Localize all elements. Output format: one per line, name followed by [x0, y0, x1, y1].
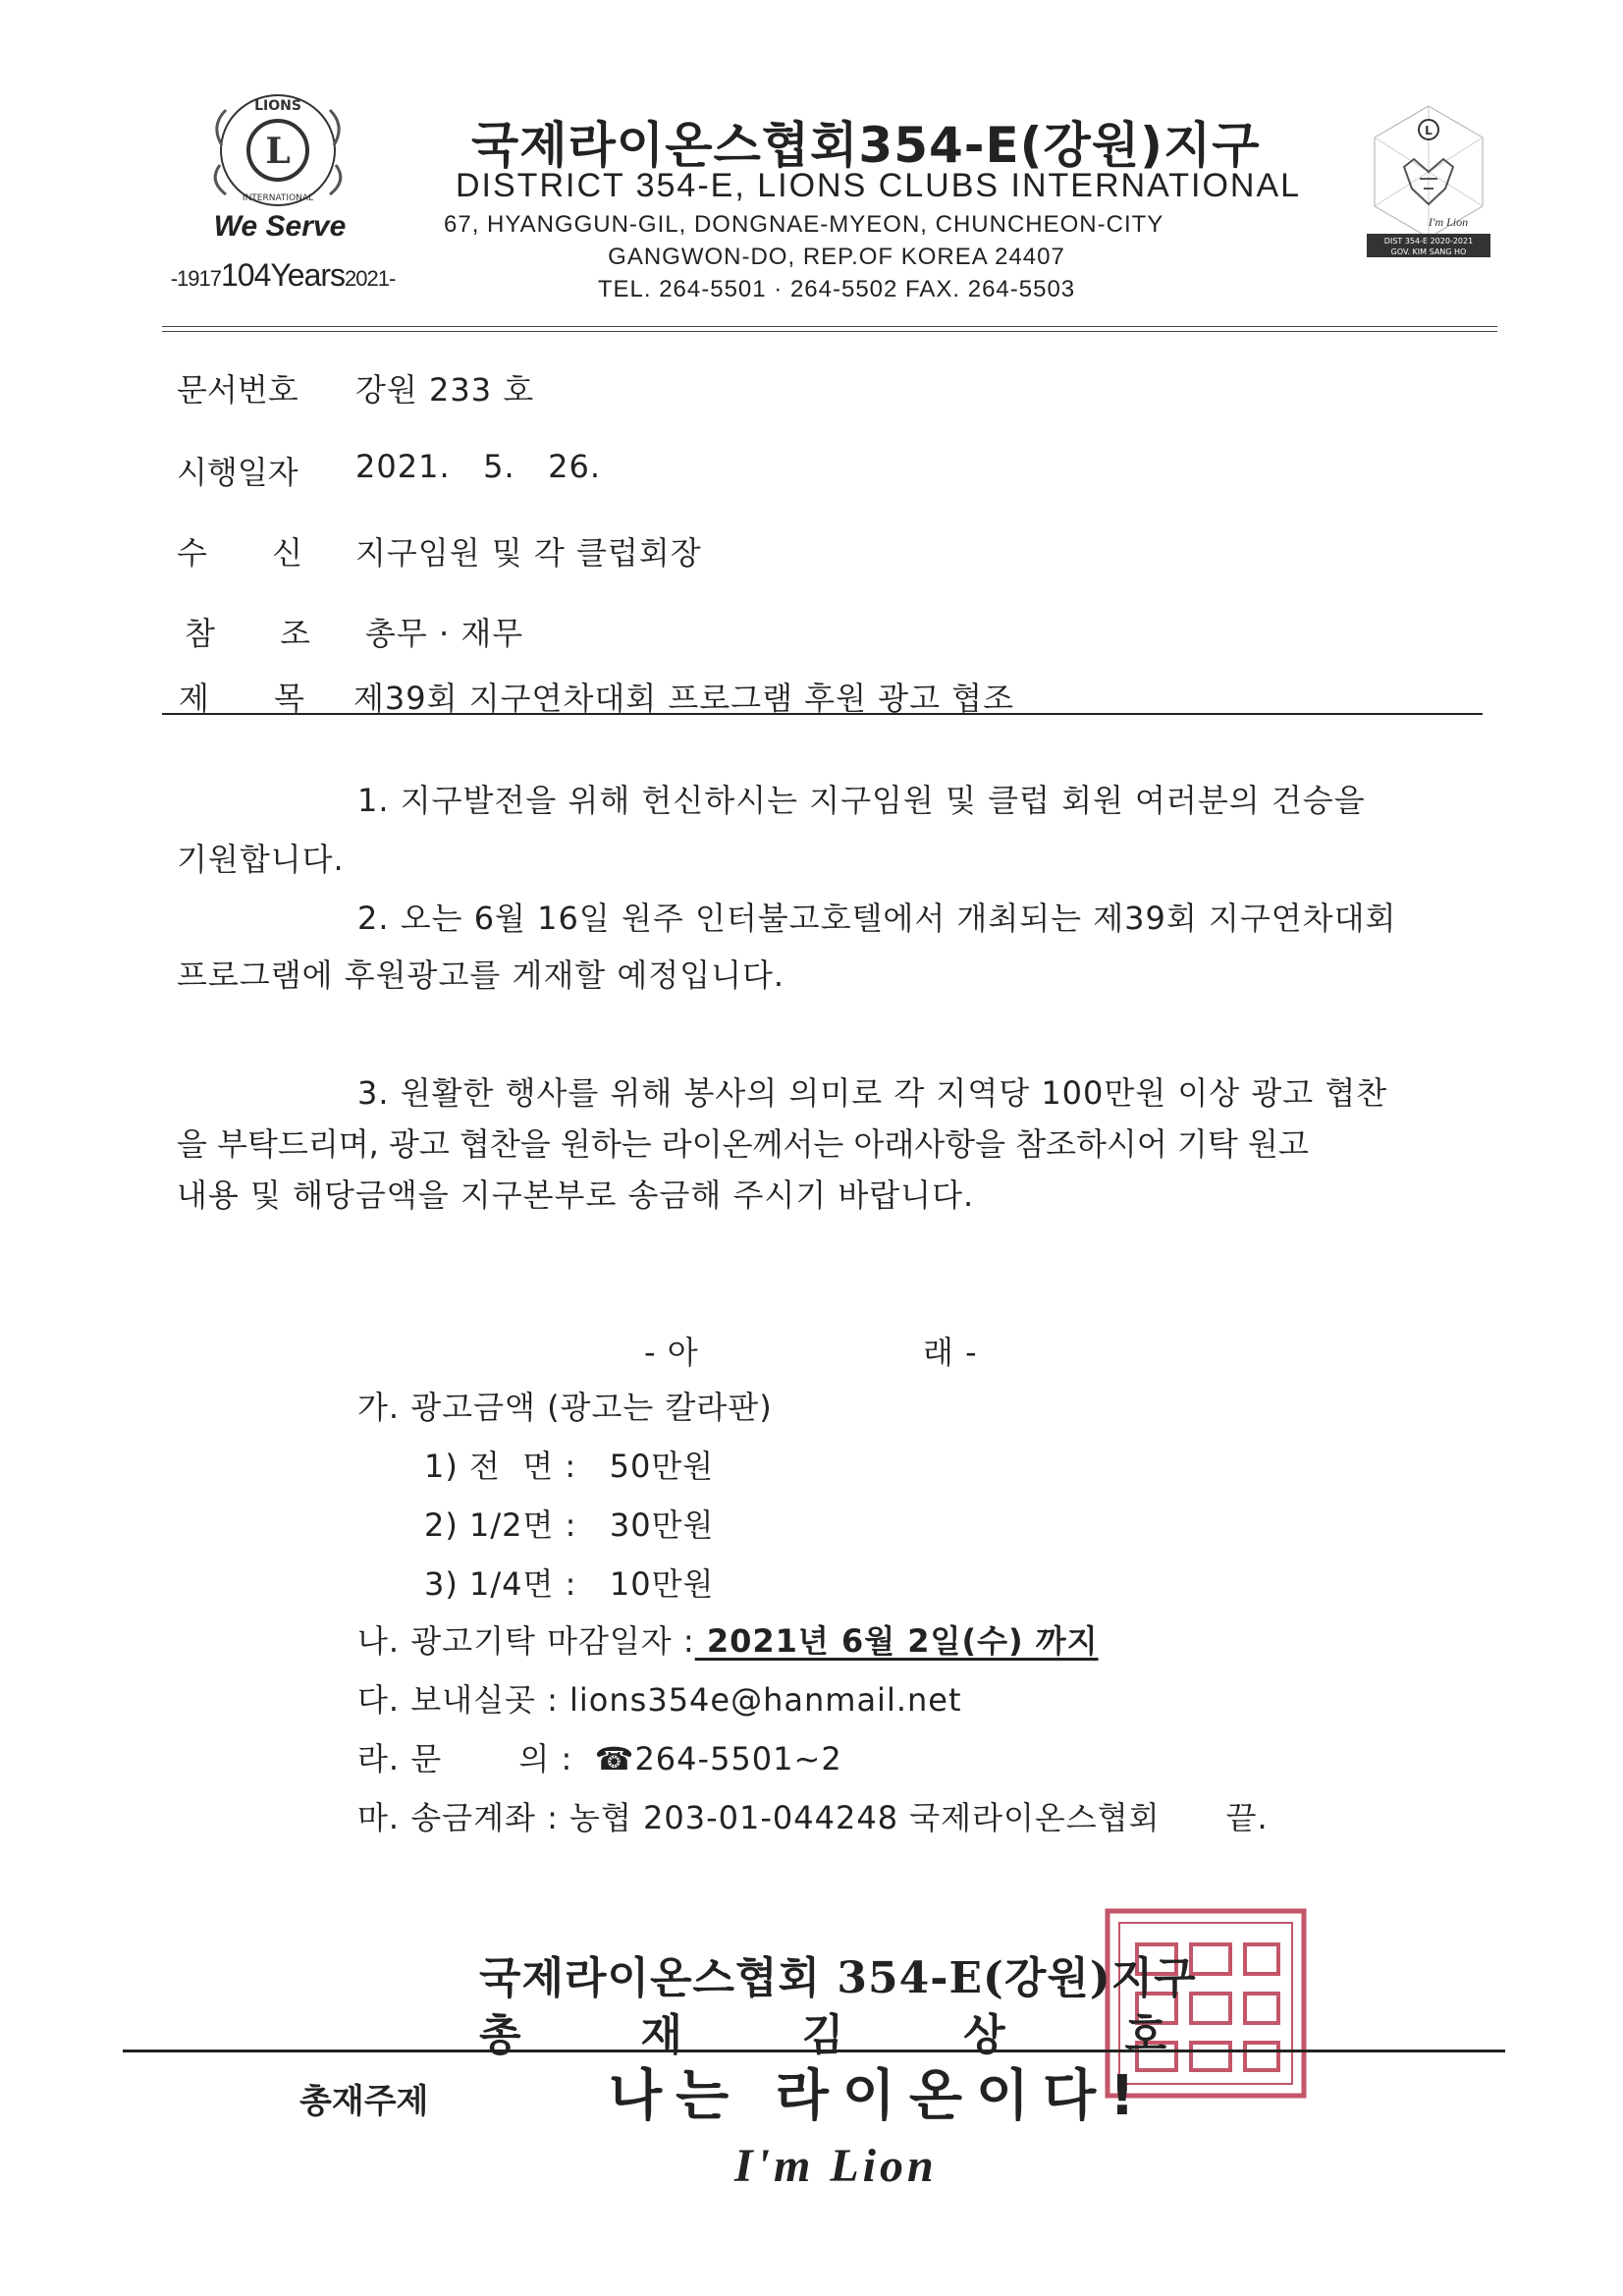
notice-heading-right: 래 -	[923, 1334, 978, 1371]
emblem-ribbon-line1: DIST 354-E 2020-2021	[1383, 237, 1474, 246]
reference-value: 총무 · 재무	[365, 615, 524, 652]
paragraph-3-line1: 3. 원활한 행사를 위해 봉사의 의미로 각 지역당 100만원 이상 광고 협찬	[357, 1074, 1388, 1112]
paragraph-1-line1: 1. 지구발전을 위해 헌신하시는 지구임원 및 클럽 회원 여러분의 건승을	[357, 782, 1366, 819]
recipient-label	[177, 528, 302, 574]
notice-item-ra: 라. 문 의 : ☎264-5501~2	[357, 1740, 842, 1777]
paragraph-3-line2: 을 부탁드리며, 광고 협찬을 원하는 라이온께서는 아래사항을 참조하시어 기탁 원고	[177, 1125, 1309, 1163]
org-name-en: DISTRICT 354-E, LIONS CLUBS INTERNATIONAL	[456, 167, 1302, 204]
motto-label: 총재주제	[299, 2082, 429, 2121]
years-text	[165, 257, 401, 294]
header-divider-top	[162, 326, 1497, 327]
reference-label-b: 조	[280, 615, 310, 652]
notice-item-na	[357, 1616, 1099, 1662]
paragraph-2-line2: 프로그램에 후원광고를 게재할 예정입니다.	[177, 957, 785, 994]
logo-bottom-text: INTERNATIONAL	[242, 193, 314, 203]
emblem-ribbon-line2: GOV. KIM SANG HO	[1390, 247, 1467, 256]
paragraph-3-line3: 내용 및 해당금액을 지구본부로 송금해 주시기 바랍니다.	[177, 1176, 975, 1214]
years-mid: 104Years	[220, 257, 346, 293]
years-start: -1917	[170, 266, 221, 291]
signature-char-5: 호	[1124, 2010, 1166, 2060]
subject-divider	[162, 713, 1483, 715]
address-line1: 67, HYANGGUN-GIL, DONGNAE-MYEON, CHUNCHEON-CITY	[444, 211, 1164, 238]
emblem-script: I'm Lion	[1428, 215, 1469, 229]
reference-label	[185, 609, 310, 654]
notice-heading-left: - 아	[644, 1334, 699, 1371]
signature-org: 국제라이온스협회 354-E(강원)지구	[479, 1953, 1197, 2003]
signature-char-1: 총	[479, 2010, 521, 2060]
we-serve-slogan: We Serve	[213, 210, 347, 243]
deadline-label: 나. 광고기탁 마감일자 :	[357, 1622, 695, 1660]
subject-label-a: 제	[179, 680, 209, 717]
lions-logo-icon	[204, 86, 352, 214]
notice-sub-3: 3) 1/4면 : 10만원	[424, 1565, 715, 1603]
org-name-kr: 국제라이온스협회354-E(강원)지구	[471, 117, 1261, 174]
address-block	[444, 208, 1229, 305]
address-line2: GANGWON-DO, REP.OF KOREA 24407	[608, 244, 1065, 270]
date-label: 시행일자	[177, 454, 298, 491]
logo-center-letter: L	[265, 131, 291, 172]
years-end: 2021-	[345, 266, 396, 291]
notice-item-ma: 마. 송금계좌 : 농협 203-01-044248 국제라이온스협회 끝.	[357, 1799, 1269, 1836]
recipient-label-a: 수	[177, 534, 207, 572]
doc-no-value: 강원 233 호	[355, 371, 535, 409]
signature-char-4: 상	[963, 2010, 1005, 2060]
paragraph-2-line1: 2. 오는 6월 16일 원주 인터불고호텔에서 개최되는 제39회 지구연차대회	[357, 900, 1397, 937]
motto-text: 나는 라이온이다!	[609, 2064, 1149, 2128]
logo-top-text: LIONS	[254, 98, 301, 114]
recipient-label-b: 신	[272, 534, 302, 572]
motto-en: I'm Lion	[734, 2140, 938, 2192]
contact-line: TEL. 264-5501 · 264-5502 FAX. 264-5503	[597, 276, 1076, 302]
emblem-letter: L	[1425, 124, 1433, 137]
recipient-value: 지구임원 및 각 클럽회장	[355, 534, 702, 572]
reference-label-a: 참	[185, 615, 215, 652]
notice-item-ga: 가. 광고금액 (광고는 칼라판)	[357, 1389, 773, 1426]
subject-label-b: 목	[274, 680, 304, 717]
paragraph-1-line2: 기원합니다.	[177, 841, 345, 878]
signature-char-3: 김	[801, 2010, 844, 2060]
subject-value: 제39회 지구연차대회 프로그램 후원 광고 협조	[353, 680, 1014, 717]
district-emblem-icon	[1365, 98, 1492, 265]
doc-no-label: 문서번호	[177, 371, 298, 409]
signature-char-2: 재	[640, 2010, 682, 2060]
notice-sub-2: 2) 1/2면 : 30만원	[424, 1506, 715, 1544]
notice-item-da: 다. 보내실곳 : lions354e@hanmail.net	[357, 1681, 962, 1719]
deadline-value: 2021년 6월 2일(수) 까지	[694, 1622, 1099, 1660]
notice-sub-1: 1) 전 면 : 50만원	[424, 1448, 715, 1485]
date-value: 2021. 5. 26.	[355, 448, 602, 485]
header-divider-bottom	[162, 331, 1497, 332]
